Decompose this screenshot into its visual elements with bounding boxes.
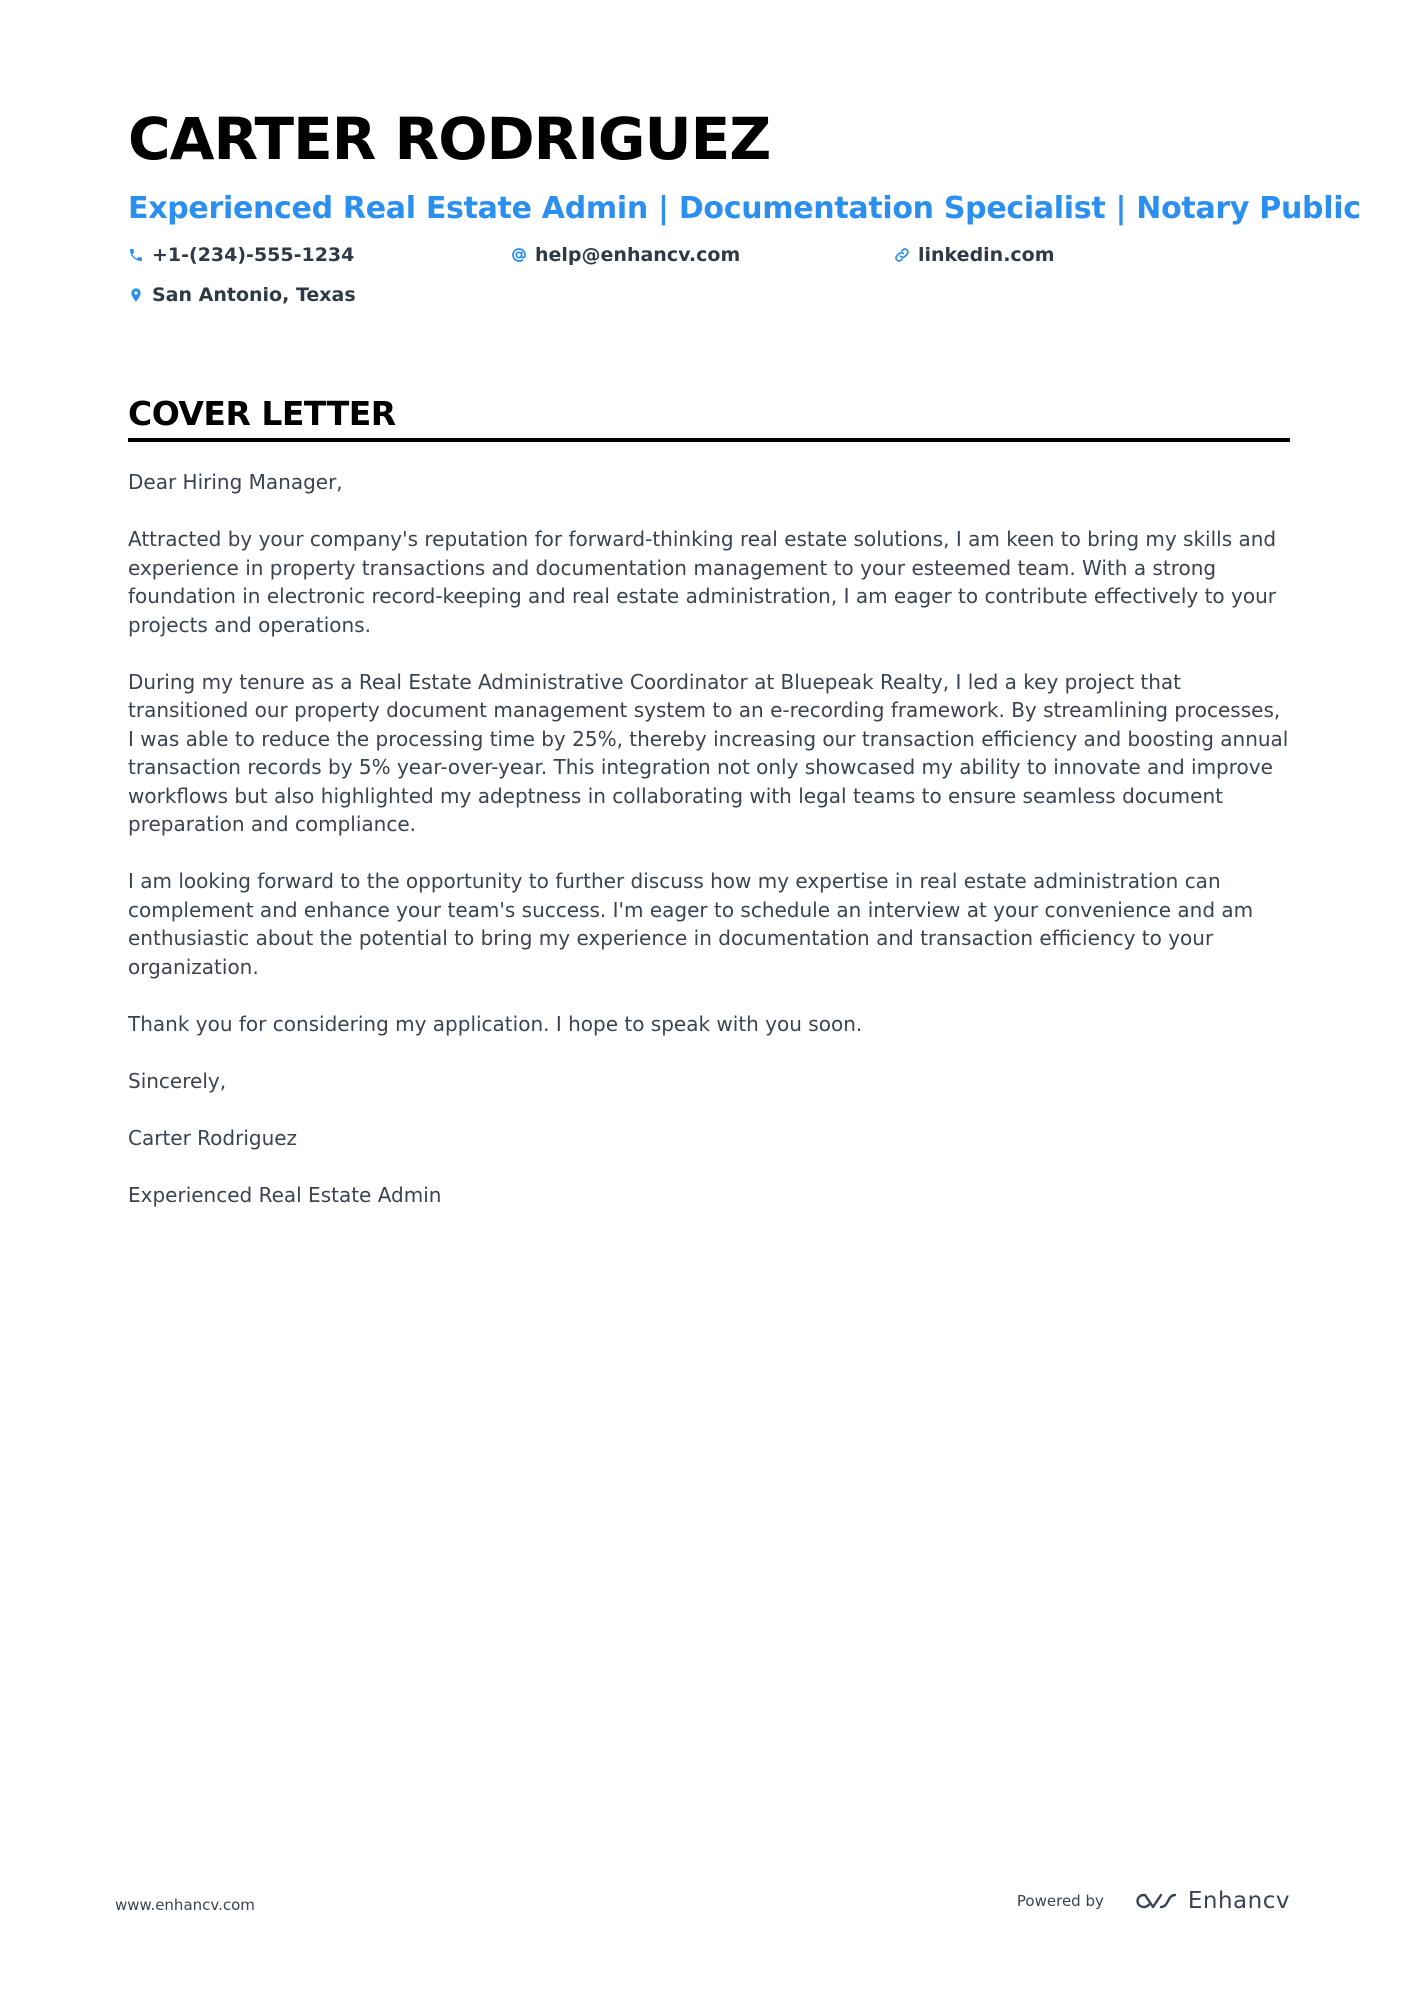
letter-greeting: Dear Hiring Manager, <box>128 470 343 494</box>
contact-email <box>511 244 740 266</box>
contact-link <box>894 244 1055 266</box>
contact-phone <box>128 244 354 266</box>
powered-by-label: Powered by <box>1016 1892 1104 1910</box>
footer-brand <box>1017 1888 1290 1914</box>
candidate-name: CARTER RODRIGUEZ <box>128 105 771 173</box>
letter-closing: Sincerely, <box>128 1068 227 1093</box>
letter-paragraph: During my tenure as a Real Estate Administrative Coordinator at Bluepeak Realty, I led a key project that transitioned our property document management system to an e-recording framework. By streamlining processes, I was able to reduce the processing time by 25%, thereby increasing our transaction efficiency and boosting annual transaction records by 5% year-over-year. This integration not only showcased my ability to innovate and improve workflows but also highlighted my adeptness in collaborating with legal teams to ensure seamless document preparation and compliance. <box>128 669 1289 836</box>
link-text[interactable]: linkedin.com <box>918 244 1055 266</box>
email-text[interactable]: help@enhancv.com <box>535 244 741 266</box>
letter-paragraph: I am looking forward to the opportunity to further discuss how my expertise in real estate administration can complement and enhance your team's success. I'm eager to schedule an interview at your convenience and am enthusiastic about the potential to bring my experience in documentation and transaction efficiency to your organization. <box>128 869 1254 979</box>
letter-paragraph: Attracted by your company's reputation for forward-thinking real estate solutions, I am keen to bring my skills and experience in property transactions and documentation management to your esteemed team. With a strong foundation in electronic record-keeping and real estate administration, I am eager to contribute effectively to your projects and operations. <box>128 527 1277 637</box>
letter-paragraph: Thank you for considering my application. I hope to speak with you soon. <box>128 1011 863 1036</box>
brand-name: Enhancv <box>1187 1888 1290 1914</box>
at-icon <box>511 247 527 263</box>
location-text: San Antonio, Texas <box>152 284 356 306</box>
signature-name: Carter Rodriguez <box>128 1125 298 1150</box>
phone-text: +1-(234)-555-1234 <box>152 244 355 266</box>
footer-url[interactable]: www.enhancv.com <box>115 1896 255 1914</box>
section-title: COVER LETTER <box>128 394 396 433</box>
section-divider <box>128 438 1290 442</box>
enhancv-logo-icon <box>1130 1888 1178 1914</box>
map-pin-icon <box>128 287 144 303</box>
phone-icon <box>128 247 144 263</box>
link-icon <box>894 247 910 263</box>
letter-body <box>128 468 1290 1238</box>
contact-location <box>128 284 356 306</box>
candidate-headline: Experienced Real Estate Admin | Documentation Specialist | Notary Public <box>128 191 1361 226</box>
signature-title: Experienced Real Estate Admin <box>128 1182 442 1207</box>
